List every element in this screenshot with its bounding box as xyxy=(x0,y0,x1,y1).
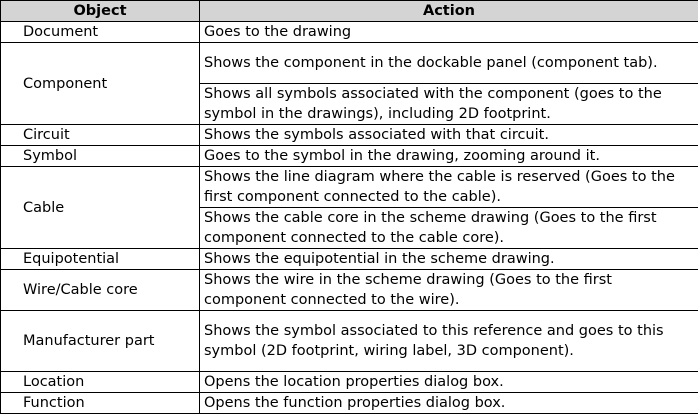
object-cell: Wire/Cable core xyxy=(1,270,200,311)
table-row xyxy=(1,125,698,146)
table-row xyxy=(1,167,698,208)
action-cell: Goes to the symbol in the drawing, zooming around it. xyxy=(200,146,698,167)
action-cell: Shows the wire in the scheme drawing (Goes to the first component connected to the wire). xyxy=(200,270,698,311)
table-row xyxy=(1,393,698,414)
table-row xyxy=(1,43,698,84)
header-object: Object xyxy=(1,1,200,22)
table-header-row xyxy=(1,1,698,22)
action-cell: Shows the symbol associated to this reference and goes to this symbol (2D footprint, wiring label, 3D component). xyxy=(200,311,698,372)
object-cell: Circuit xyxy=(1,125,200,146)
object-cell: Manufacturer part xyxy=(1,311,200,372)
action-cell: Shows the component in the dockable panel (component tab). xyxy=(200,43,698,84)
table-row xyxy=(1,311,698,372)
table-row xyxy=(1,270,698,311)
object-cell: Cable xyxy=(1,167,200,249)
action-cell: Opens the location properties dialog box. xyxy=(200,372,698,393)
object-cell: Location xyxy=(1,372,200,393)
object-cell: Component xyxy=(1,43,200,125)
table-row xyxy=(1,22,698,43)
table-row xyxy=(1,372,698,393)
action-cell: Shows the line diagram where the cable is reserved (Goes to the first component connected to the cable). xyxy=(200,167,698,208)
action-cell: Shows the symbols associated with that circuit. xyxy=(200,125,698,146)
object-cell: Symbol xyxy=(1,146,200,167)
object-cell: Equipotential xyxy=(1,249,200,270)
action-cell: Goes to the drawing xyxy=(200,22,698,43)
table-row xyxy=(1,146,698,167)
header-action: Action xyxy=(200,1,698,22)
action-cell: Shows the cable core in the scheme drawing (Goes to the first component connected to the cable core). xyxy=(200,208,698,249)
action-cell: Shows the equipotential in the scheme drawing. xyxy=(200,249,698,270)
action-cell: Shows all symbols associated with the component (goes to the symbol in the drawings), including 2D footprint. xyxy=(200,84,698,125)
object-cell: Function xyxy=(1,393,200,414)
table-row xyxy=(1,249,698,270)
object-cell: Document xyxy=(1,22,200,43)
action-cell: Opens the function properties dialog box. xyxy=(200,393,698,414)
